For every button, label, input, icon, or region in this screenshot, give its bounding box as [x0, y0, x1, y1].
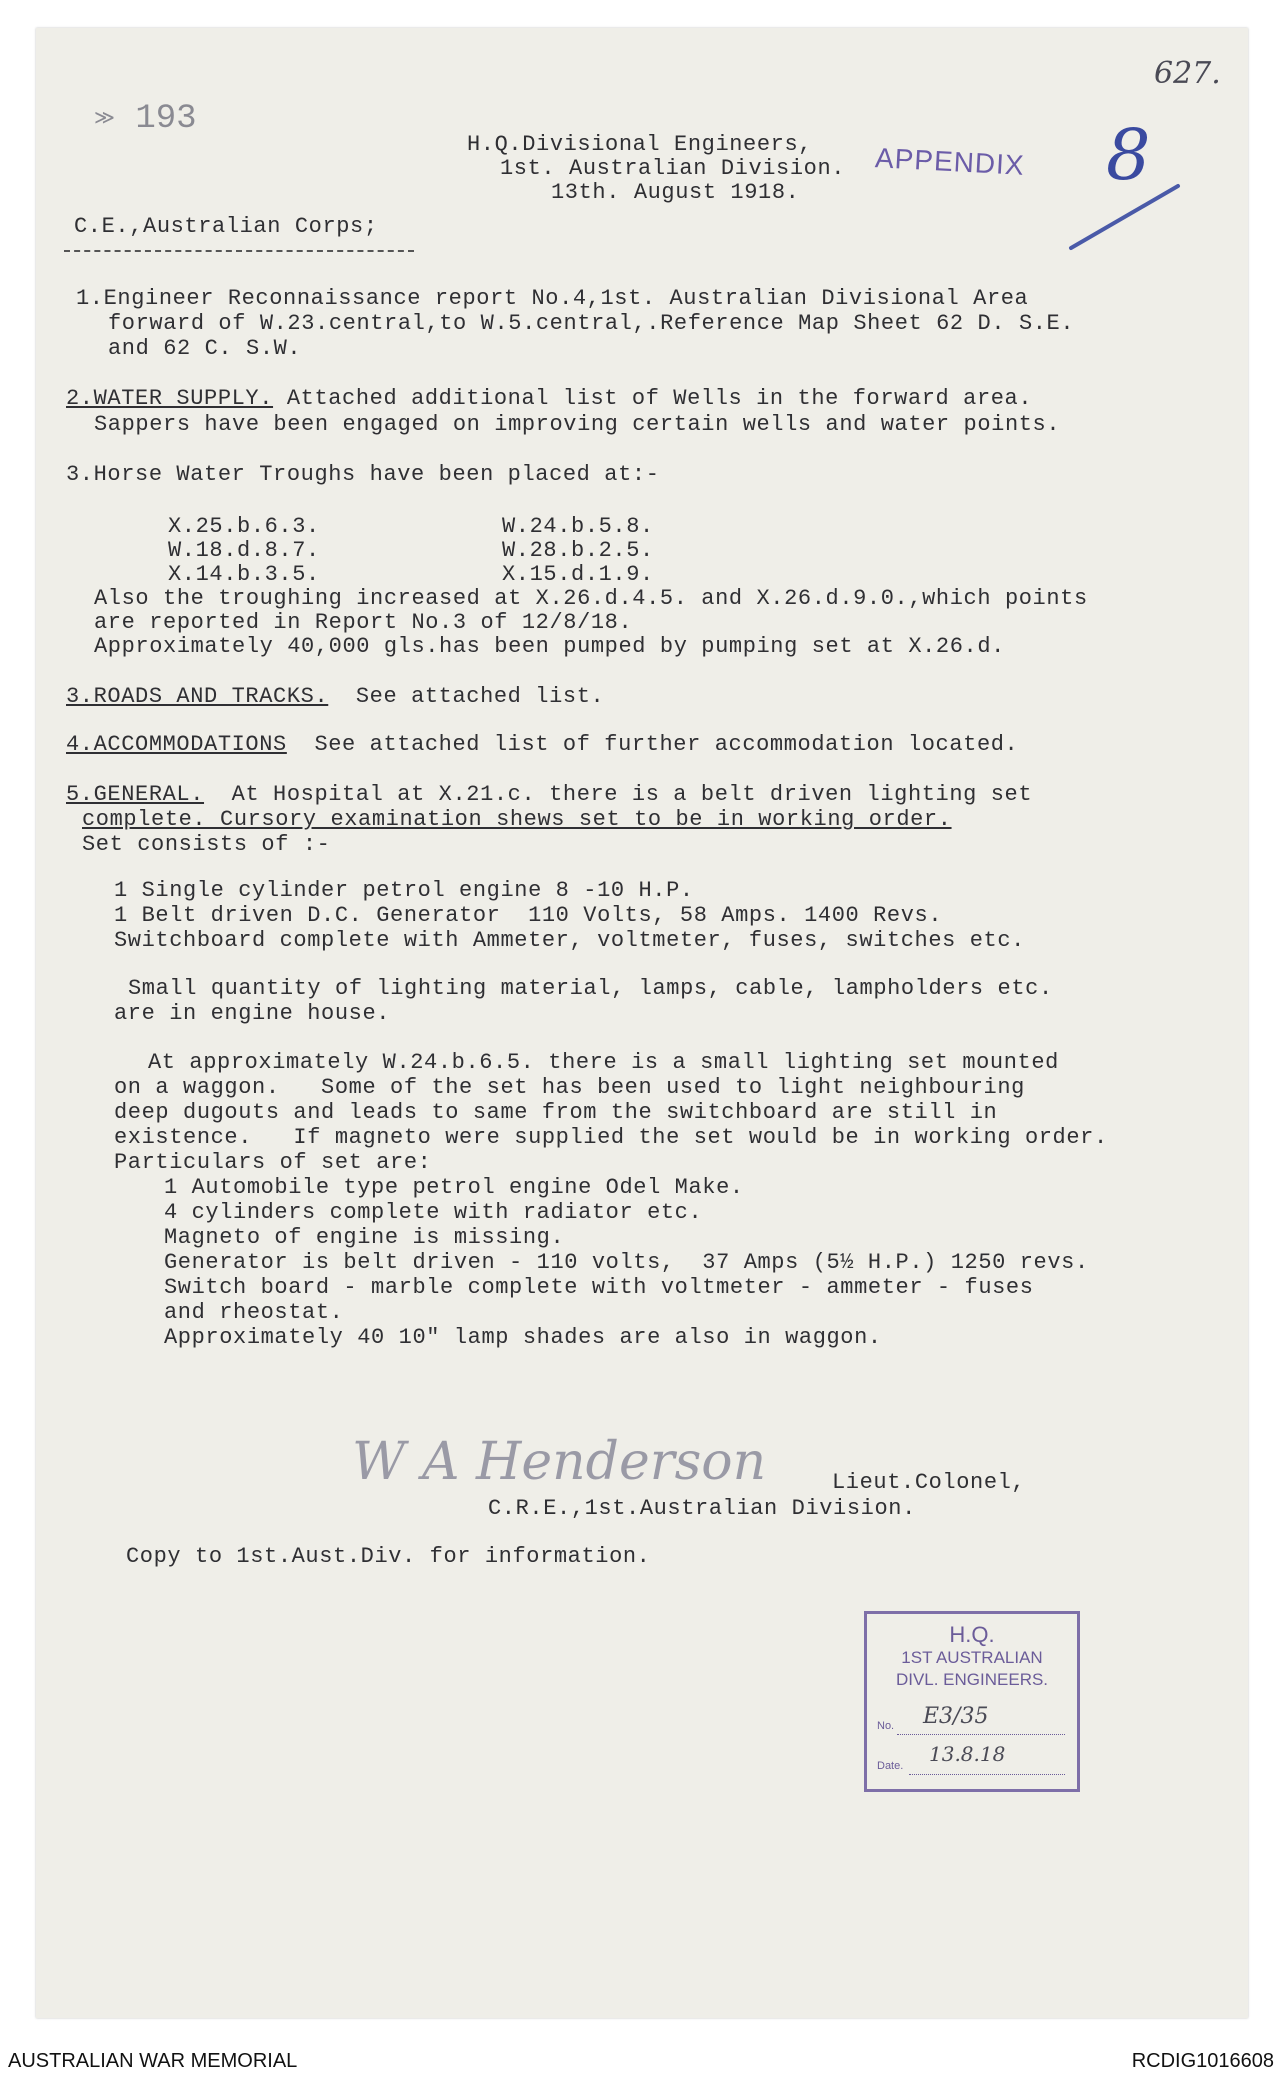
- general-line-2: complete. Cursory examination shews set to be in working order.: [82, 807, 952, 832]
- particular-6: and rheostat.: [164, 1300, 344, 1325]
- general-heading: 5.GENERAL.: [66, 782, 205, 807]
- addressee: C.E.,Australian Corps;: [74, 214, 378, 239]
- serial-number: ≫ 193: [94, 100, 197, 138]
- particular-2: 4 cylinders complete with radiator etc.: [164, 1200, 703, 1225]
- stamp-date-value: 13.8.18: [929, 1742, 1006, 1766]
- para1-line-2: forward of W.23.central,to W.5.central,.Reference Map Sheet 62 D. S.E.: [108, 311, 1075, 336]
- general-paragraph: [66, 782, 1032, 807]
- letterhead-date: 13th. August 1918.: [551, 180, 800, 205]
- roads-text: See attached list.: [328, 684, 605, 709]
- troughing-line-2: are reported in Report No.3 of 12/8/18.: [94, 610, 633, 635]
- folio-number: 627.: [1154, 56, 1221, 91]
- document-page: [36, 28, 1248, 2018]
- stamp-no-rule: [897, 1734, 1065, 1735]
- letterhead-line-1: H.Q.Divisional Engineers,: [467, 132, 813, 157]
- receipt-stamp: [864, 1611, 1080, 1792]
- troughing-line-1: Also the troughing increased at X.26.d.4.5. and X.26.d.9.0.,which points: [94, 586, 1088, 611]
- appendix-pen-stroke: [1066, 178, 1186, 258]
- trough-left-2: W.18.d.8.7.: [168, 538, 320, 563]
- appendix-number: 8: [1106, 114, 1151, 196]
- general-text: At Hospital at X.21.c. there is a belt driven lighting set: [204, 782, 1033, 807]
- trough-right-2: W.28.b.2.5.: [502, 538, 654, 563]
- stamp-no-label: No.: [877, 1720, 895, 1732]
- waggon-line-5: Particulars of set are:: [114, 1150, 432, 1175]
- copy-note: Copy to 1st.Aust.Div. for information.: [126, 1544, 651, 1569]
- small-quantity-line-1: Small quantity of lighting material, lamps, cable, lampholders etc.: [128, 976, 1053, 1001]
- serial-number-text: 193: [135, 100, 197, 138]
- particular-1: 1 Automobile type petrol engine Odel Make.: [164, 1175, 744, 1200]
- stamp-line-3: DIVL. ENGINEERS.: [895, 1670, 1049, 1689]
- trough-right-3: X.15.d.1.9.: [502, 562, 654, 587]
- trough-left-1: X.25.b.6.3.: [168, 514, 320, 539]
- set-item-3: Switchboard complete with Ammeter, voltmeter, fuses, switches etc.: [114, 928, 1025, 953]
- particular-3: Magneto of engine is missing.: [164, 1225, 565, 1250]
- letterhead-line-2: 1st. Australian Division.: [500, 156, 846, 181]
- particular-5: Switch board - marble complete with voltmeter - ammeter - fuses: [164, 1275, 1034, 1300]
- trough-left-3: X.14.b.3.5.: [168, 562, 320, 587]
- signature-title: C.R.E.,1st.Australian Division.: [488, 1496, 916, 1521]
- trough-right-1: W.24.b.5.8.: [502, 514, 654, 539]
- stamp-date-label: Date.: [877, 1760, 904, 1772]
- handwritten-signature: W A Henderson: [352, 1432, 767, 1492]
- footer-right: RCDIG1016608: [1131, 2050, 1274, 2072]
- waggon-line-1: At approximately W.24.b.6.5. there is a small lighting set mounted: [148, 1050, 1059, 1075]
- general-line-3: Set consists of :-: [82, 832, 331, 857]
- set-item-2: 1 Belt driven D.C. Generator 110 Volts, 58 Amps. 1400 Revs.: [114, 903, 943, 928]
- small-quantity-line-2: are in engine house.: [114, 1001, 391, 1026]
- waggon-line-3: deep dugouts and leads to same from the switchboard are still in: [114, 1100, 998, 1125]
- roads-paragraph: [66, 684, 604, 709]
- footer-left: AUSTRALIAN WAR MEMORIAL: [8, 2050, 298, 2072]
- waggon-line-2: on a waggon. Some of the set has been used to light neighbouring: [114, 1075, 1025, 1100]
- water-supply-paragraph: [66, 386, 1032, 411]
- roads-heading: 3.ROADS AND TRACKS.: [66, 684, 329, 709]
- water-supply-line-2: Sappers have been engaged on improving certain wells and water points.: [94, 412, 1061, 437]
- accommodation-text: See attached list of further accommodation located.: [286, 732, 1019, 757]
- particular-4: Generator is belt driven - 110 volts, 37 Amps (5½ H.P.) 1250 revs.: [164, 1250, 1089, 1275]
- appendix-stamp: APPENDIX: [874, 142, 1026, 181]
- stamp-date-rule: [909, 1774, 1065, 1775]
- para1-line-1: 1.Engineer Reconnaissance report No.4,1st. Australian Divisional Area: [76, 286, 1029, 311]
- signature-rank: Lieut.Colonel,: [832, 1470, 1026, 1495]
- addressee-rule: [64, 250, 414, 252]
- stamp-line-2: 1ST AUSTRALIAN: [901, 1648, 1043, 1667]
- accommodation-paragraph: [66, 732, 1018, 757]
- water-supply-heading: 2.WATER SUPPLY.: [66, 386, 274, 411]
- troughing-line-3: Approximately 40,000 gls.has been pumped by pumping set at X.26.d.: [94, 634, 1005, 659]
- waggon-line-4: existence. If magneto were supplied the set would be in working order.: [114, 1125, 1108, 1150]
- stamp-line-1: H.Q.: [949, 1622, 995, 1647]
- water-supply-text: Attached additional list of Wells in the forward area.: [273, 386, 1033, 411]
- set-item-1: 1 Single cylinder petrol engine 8 -10 H.P.: [114, 878, 694, 903]
- footer: [0, 2040, 1282, 2082]
- para1-line-3: and 62 C. S.W.: [108, 336, 302, 361]
- stamp-no-value: E3/35: [923, 1704, 989, 1729]
- troughs-intro: 3.Horse Water Troughs have been placed at:-: [66, 462, 660, 487]
- particular-7: Approximately 40 10" lamp shades are also in waggon.: [164, 1325, 882, 1350]
- accommodation-heading: 4.ACCOMMODATIONS: [66, 732, 287, 757]
